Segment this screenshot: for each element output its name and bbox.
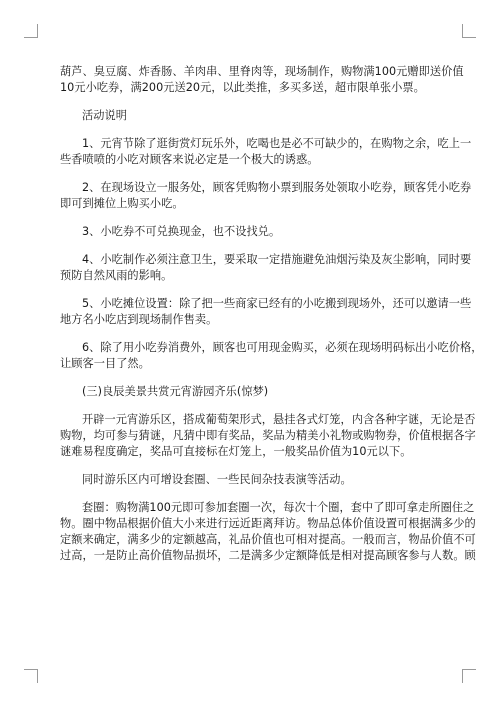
crop-mark-bottom-right-horizontal — [462, 669, 476, 670]
paragraph-gap — [60, 168, 442, 180]
text-line: 1、元宵节除了逛街赏灯玩乐外，吃喝也是必不可缺少的，在购物之余，吃上一 — [82, 137, 472, 150]
document-body — [60, 64, 483, 564]
crop-mark-top-right-horizontal — [462, 37, 476, 38]
text-line: 谜难易程度确定，奖品可直接标在灯笼上，一般奖品价值为10元以下。 — [60, 445, 412, 458]
text-line: 葫芦、臭豆腐、炸香肠、羊肉串、里脊肉等，现场制作，购物满100元赠即送价值 — [60, 65, 464, 78]
text-line: 2、在现场设立一服务处，顾客凭购物小票到服务处领取小吃券，顾客凭小吃券 — [82, 181, 472, 194]
text-line: 过高，一是防止高价值物品损坏，二是满多少定额降低是相对提高顾客参与人数。顾 — [60, 549, 476, 562]
paragraph-gap — [60, 284, 442, 296]
text-line: 活动说明 — [82, 109, 127, 122]
paragraph-gap — [60, 124, 442, 136]
text-line: 开辟一元宵游乐区，搭成葡萄架形式，悬挂各式灯笼，内含各种字谜，无论是否 — [82, 413, 476, 426]
paragraph-gap — [60, 400, 442, 412]
text-line: 5、小吃摊位设置：除了把一些商家已经有的小吃搬到现场外，还可以邀请一些 — [82, 297, 472, 310]
paragraph-gap — [60, 212, 442, 224]
text-line: 物。圈中物品根据价值大小来进行远近距离拜访。物品总体价值设置可根据满多少的 — [60, 517, 476, 530]
text-line: 即可到摊位上购买小吃。 — [60, 197, 184, 210]
text-line: 预防自然风雨的影响。 — [60, 269, 173, 282]
text-line: 让顾客一目了然。 — [60, 357, 150, 370]
paragraph-gap — [60, 240, 442, 252]
crop-mark-bottom-left-vertical — [37, 669, 38, 683]
text-line: 4、小吃制作必须注意卫生，要采取一定措施避免油烟污染及灰尘影响，同时要 — [82, 253, 472, 266]
text-line: 同时游乐区内可增设套圈、一些民间杂技表演等活动。 — [82, 473, 352, 486]
crop-mark-bottom-left-horizontal — [24, 669, 38, 670]
text-line: 地方名小吃店到现场制作售卖。 — [60, 313, 218, 326]
text-line: (三)良辰美景共赏元宵游园齐乐(惊梦) — [82, 385, 269, 398]
crop-mark-top-left-vertical — [37, 24, 38, 38]
crop-mark-top-right-vertical — [462, 24, 463, 38]
paragraph-gap — [60, 488, 442, 500]
paragraph-gap — [60, 328, 442, 340]
paragraph-gap — [60, 460, 442, 472]
text-line: 购物，均可参与猜谜，凡猜中即有奖品，奖品为精美小礼物或购物券，价值根据各字 — [60, 429, 476, 442]
crop-mark-bottom-right-vertical — [462, 669, 463, 683]
crop-mark-top-left-horizontal — [24, 37, 38, 38]
text-line: 10元小吃券，满200元送20元，以此类推，多买多送，超市限单张小票。 — [60, 81, 425, 94]
paragraph-gap — [60, 372, 442, 384]
text-line: 些香喷喷的小吃对顾客来说必定是一个极大的诱惑。 — [60, 153, 319, 166]
text-line: 套圈：购物满100元即可参加套圈一次，每次十个圈，套中了即可拿走所圈住之 — [82, 501, 475, 514]
text-line: 定额来确定，满多少的定额越高，礼品价值也可相对提高。一般而言，物品价值不可 — [60, 533, 476, 546]
text-line: 6、除了用小吃券消费外，顾客也可用现金购买，必须在现场明码标出小吃价格， — [82, 341, 483, 354]
text-line: 3、小吃券不可兑换现金，也不设找兑。 — [82, 225, 281, 238]
paragraph-gap — [60, 96, 442, 108]
